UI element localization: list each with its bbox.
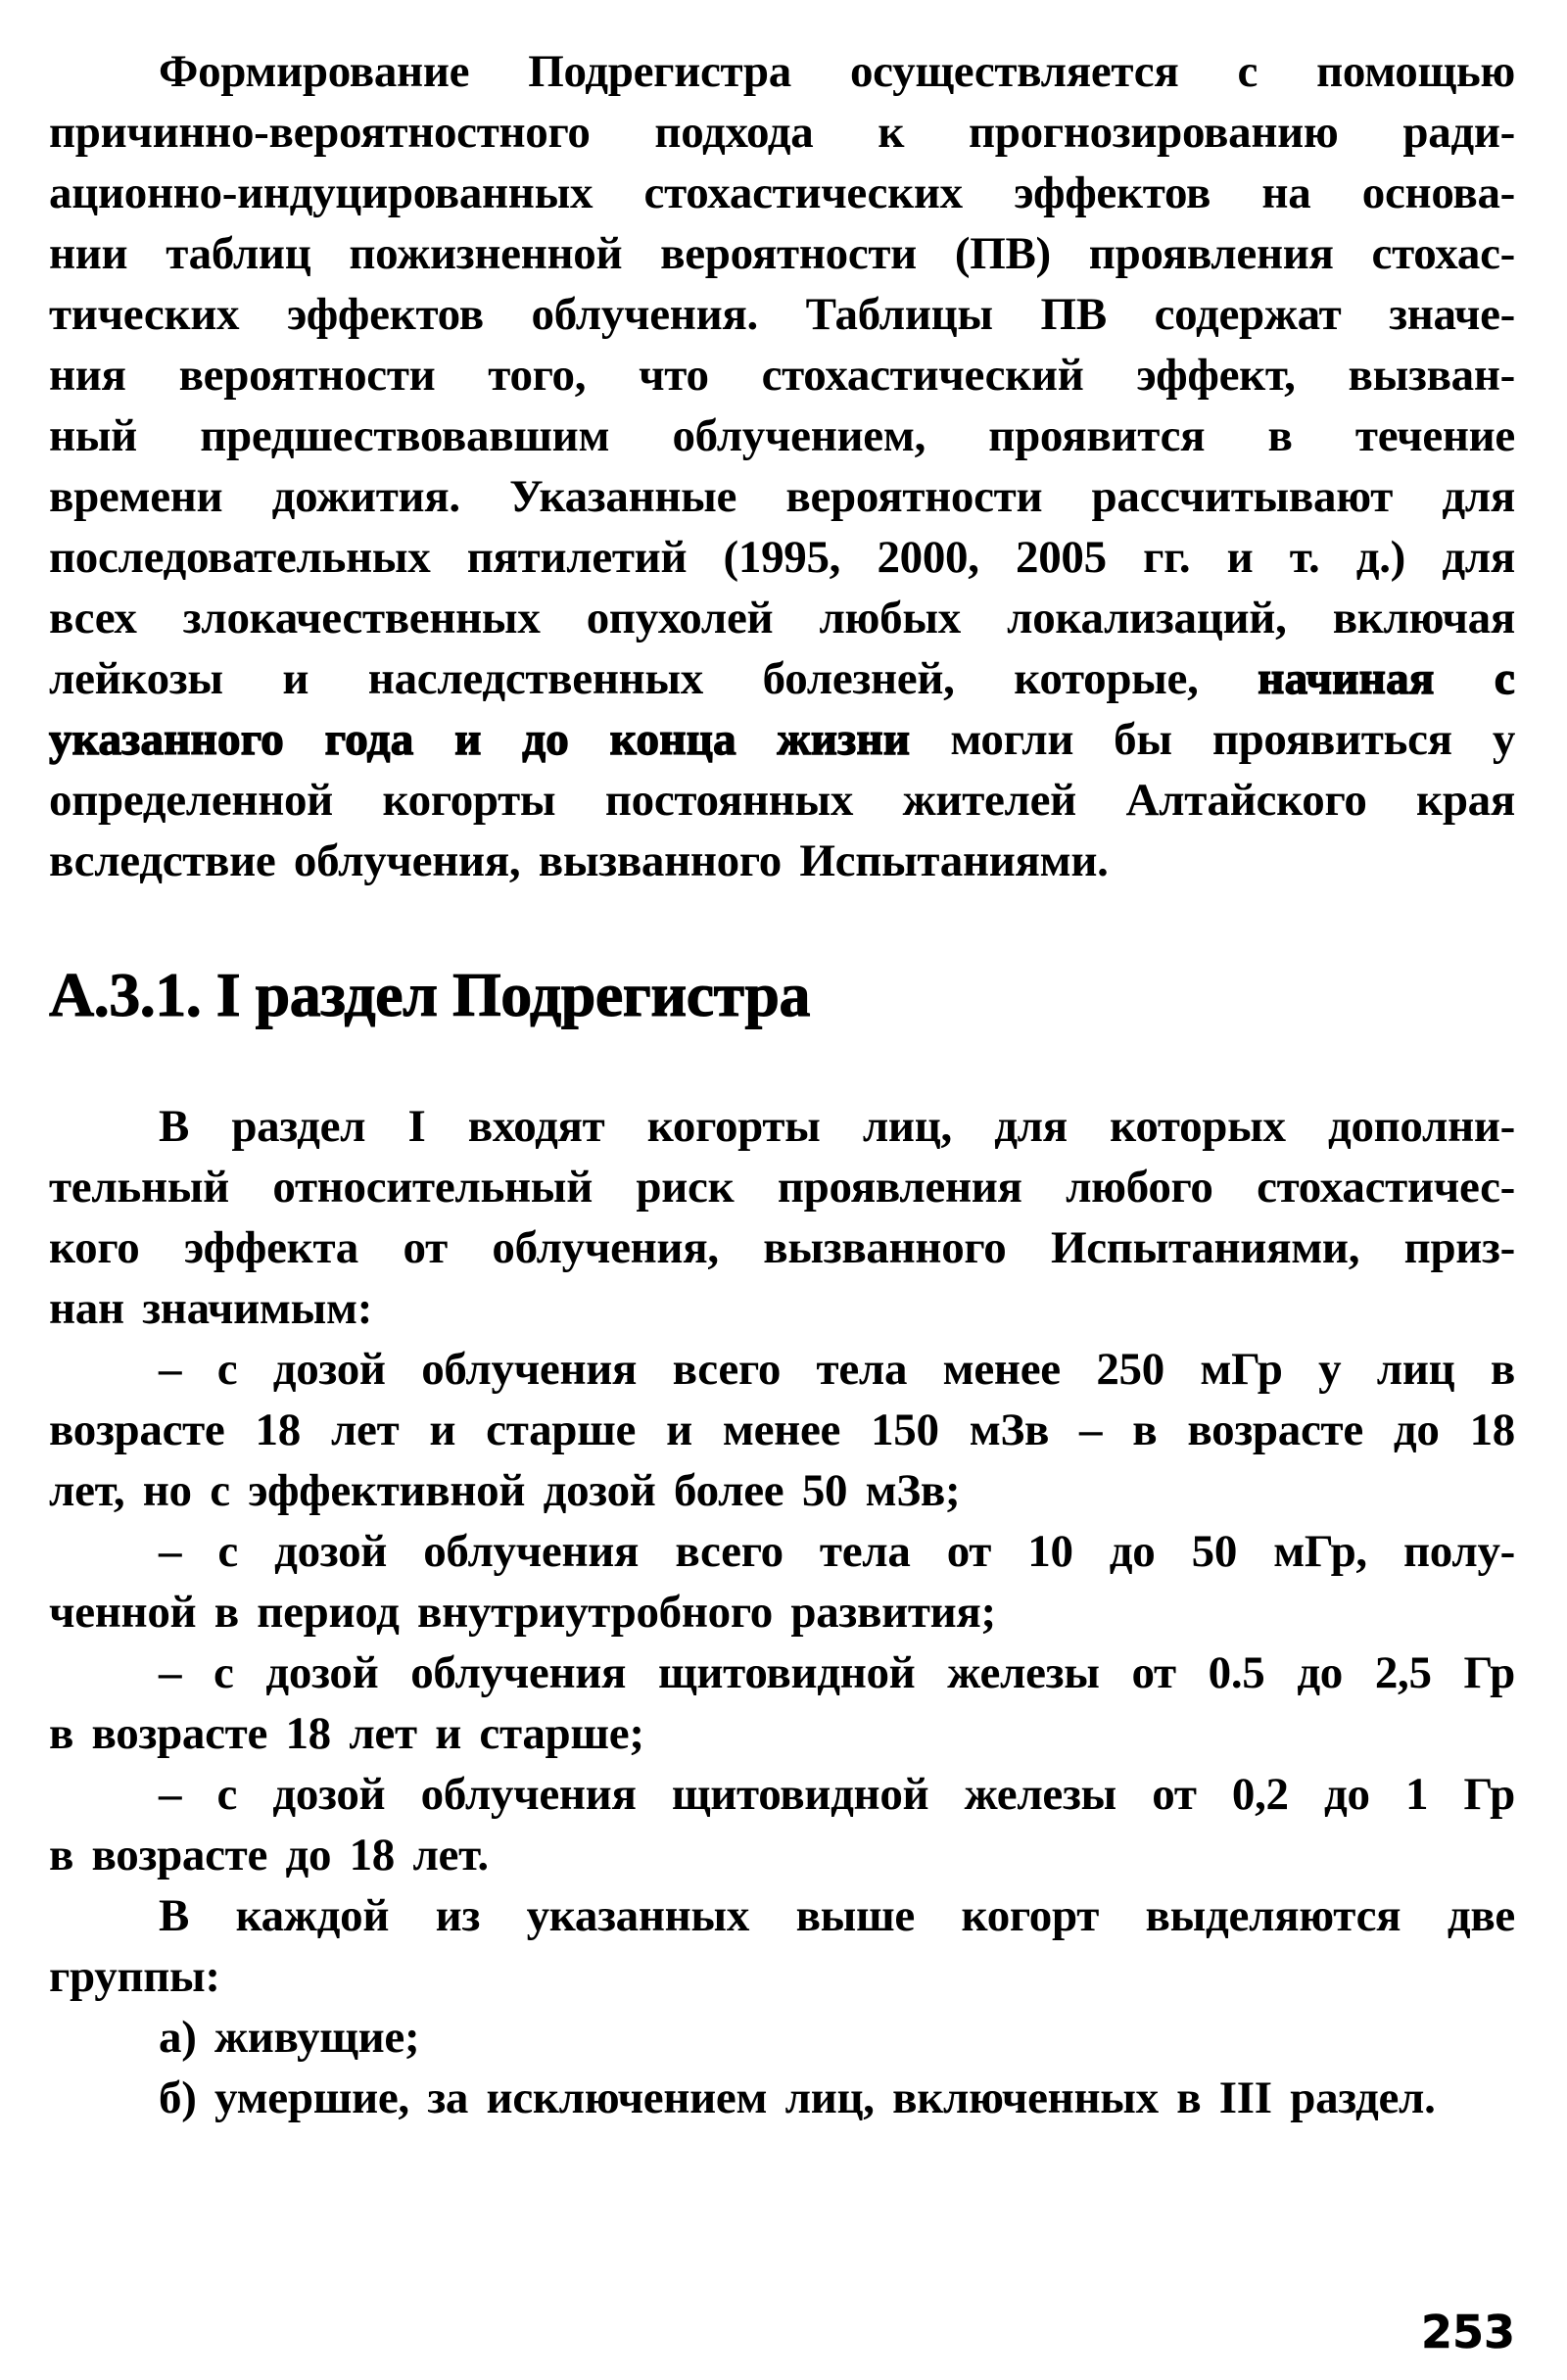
bold-phrase-start: начиная с xyxy=(1258,653,1515,704)
text-line: всех злокачественных опухолей любых локализаций, включая xyxy=(49,593,1515,643)
list-item-line: а) живущие; xyxy=(159,2012,420,2063)
text-line: Формирование Подрегистра осуществляется с помощью xyxy=(159,46,1515,97)
list-item-line: ченной в период внутриутробного развития; xyxy=(49,1587,996,1638)
list-item-line: – с дозой облучения щитовидной железы от 0,2 до 1 Гр xyxy=(159,1769,1515,1820)
text-line: ния вероятности того, что стохастический эффект, вызван- xyxy=(49,350,1515,401)
text-line: ационно-индуцированных стохастических эффектов на основа- xyxy=(49,167,1515,218)
list-item-line: – с дозой облучения щитовидной железы от 0.5 до 2,5 Гр xyxy=(159,1647,1515,1698)
text-segment: лейкозы и наследственных болезней, которые, xyxy=(49,653,1199,704)
text-line: времени дожития. Указанные вероятности рассчитывают для xyxy=(49,471,1515,522)
text-line: причинно-вероятностного подхода к прогнозированию ради- xyxy=(49,107,1515,158)
text-line: последовательных пятилетий (1995, 2000, 2005 гг. и т. д.) для xyxy=(49,532,1515,583)
list-item-line: лет, но с эффективной дозой более 50 мЗв; xyxy=(49,1465,961,1516)
text-line: нии таблиц пожизненной вероятности (ПВ) проявления стохас- xyxy=(49,228,1515,279)
bold-phrase-end: указанного года и до конца жизни xyxy=(49,714,911,765)
text-line: вследствие облучения, вызванного Испытаниями. xyxy=(49,835,1109,886)
list-item-line: возрасте 18 лет и старше и менее 150 мЗв – в возрасте до 18 xyxy=(49,1404,1515,1455)
paragraph-intro xyxy=(49,41,1515,891)
text-line: ный предшествовавшим облучением, проявится в течение xyxy=(49,410,1515,461)
text-line: тельный относительный риск проявления любого стохастичес- xyxy=(49,1162,1515,1213)
page-number: 253 xyxy=(1420,2306,1515,2358)
paragraph-section-1 xyxy=(49,1096,1515,2128)
list-item-line: – с дозой облучения всего тела менее 250 мГр у лиц в xyxy=(159,1344,1515,1395)
text-line: группы: xyxy=(49,1951,220,2002)
list-item-line: в возрасте 18 лет и старше; xyxy=(49,1708,644,1759)
text-line: определенной когорты постоянных жителей Алтайского края xyxy=(49,775,1515,826)
text-line: тических эффектов облучения. Таблицы ПВ содержат значе- xyxy=(49,289,1515,340)
text-line xyxy=(49,648,1515,709)
list-item-line: б) умершие, за исключением лиц, включенных в III раздел. xyxy=(159,2072,1436,2123)
text-line: кого эффекта от облучения, вызванного Испытаниями, приз- xyxy=(49,1222,1515,1273)
text-line: В раздел I входят когорты лиц, для которых дополни- xyxy=(159,1101,1515,1152)
text-segment: могли бы проявиться у xyxy=(950,714,1516,765)
text-line: В каждой из указанных выше когорт выделяются две xyxy=(159,1890,1515,1941)
list-item-line: – с дозой облучения всего тела от 10 до 50 мГр, полу- xyxy=(159,1526,1515,1577)
section-heading: А.3.1. I раздел Подрегистра xyxy=(49,960,810,1029)
text-line xyxy=(49,709,1515,770)
text-line: нан значимым: xyxy=(49,1283,373,1334)
list-item-line: в возрасте до 18 лет. xyxy=(49,1830,489,1880)
